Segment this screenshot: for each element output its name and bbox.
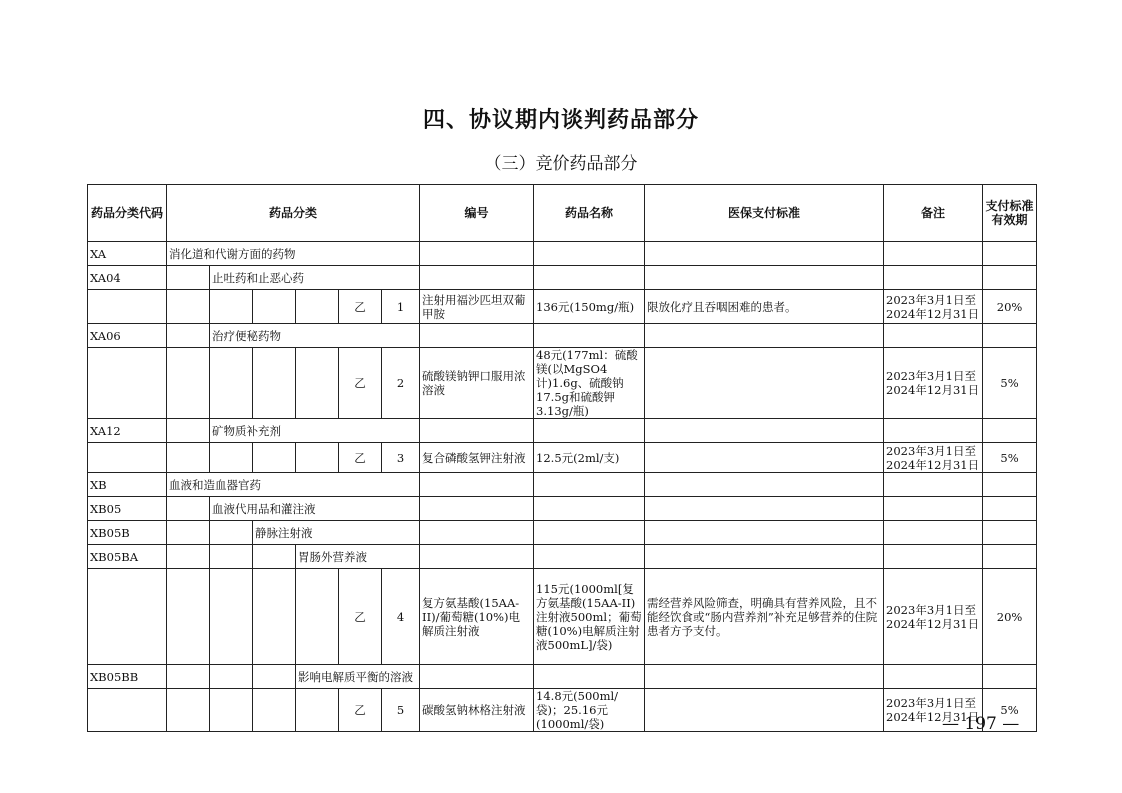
drug-type: 乙 — [339, 689, 382, 732]
drug-validity: 2023年3月1日至2024年12月31日 — [884, 348, 983, 419]
category-code: XB05BA — [88, 545, 167, 569]
drug-remark: 需经营养风险筛查，明确具有营养风险，且不能经饮食或“肠内营养剂”补充足够营养的住院患者方予支付。 — [645, 569, 884, 665]
drug-number: 4 — [382, 569, 420, 665]
category-row — [88, 266, 1037, 290]
drug-row — [88, 689, 1037, 732]
drug-name: 硫酸镁钠钾口服用浓溶液 — [420, 348, 534, 419]
column-header: 医保支付标准 — [645, 185, 884, 242]
column-header: 备注 — [884, 185, 983, 242]
category-name: 影响电解质平衡的溶液 — [296, 665, 420, 689]
drug-type: 乙 — [339, 443, 382, 473]
drug-ratio: 20% — [983, 569, 1037, 665]
category-name: 治疗便秘药物 — [210, 324, 420, 348]
drug-remark — [645, 689, 884, 732]
drug-number: 1 — [382, 290, 420, 324]
drug-validity: 2023年3月1日至2024年12月31日 — [884, 569, 983, 665]
category-row — [88, 665, 1037, 689]
drug-number: 3 — [382, 443, 420, 473]
category-name: 静脉注射液 — [253, 521, 420, 545]
category-name: 胃肠外营养液 — [296, 545, 420, 569]
drug-name: 碳酸氢钠林格注射液 — [420, 689, 534, 732]
category-name: 止吐药和止恶心药 — [210, 266, 420, 290]
drug-price: 12.5元(2ml/支) — [534, 443, 645, 473]
section-subtitle: （三）竞价药品部分 — [484, 154, 638, 174]
drug-ratio: 5% — [983, 443, 1037, 473]
drug-validity: 2023年3月1日至2024年12月31日 — [884, 689, 983, 732]
drug-type: 乙 — [339, 290, 382, 324]
category-code: XA04 — [88, 266, 167, 290]
drug-ratio: 5% — [983, 348, 1037, 419]
category-row — [88, 419, 1037, 443]
drug-price: 136元(150mg/瓶) — [534, 290, 645, 324]
table-header-row — [88, 185, 1037, 242]
drug-row — [88, 348, 1037, 419]
drug-validity: 2023年3月1日至2024年12月31日 — [884, 290, 983, 324]
category-name: 血液和造血器官药 — [167, 473, 420, 497]
category-row — [88, 473, 1037, 497]
drug-table — [87, 184, 1037, 732]
category-row — [88, 521, 1037, 545]
drug-row — [88, 290, 1037, 324]
category-row — [88, 324, 1037, 348]
category-row — [88, 497, 1037, 521]
drug-validity: 2023年3月1日至2024年12月31日 — [884, 443, 983, 473]
category-code: XA06 — [88, 324, 167, 348]
drug-remark — [645, 348, 884, 419]
drug-name: 复合磷酸氢钾注射液 — [420, 443, 534, 473]
page-title: 四、协议期内谈判药品部分 — [422, 108, 699, 133]
drug-type: 乙 — [339, 348, 382, 419]
category-row — [88, 242, 1037, 266]
drug-row — [88, 443, 1037, 473]
drug-price: 48元(177ml：硫酸镁(以MgSO4计)1.6g、硫酸钠17.5g和硫酸钾3.13g/瓶) — [534, 348, 645, 419]
category-name: 血液代用品和灌注液 — [210, 497, 420, 521]
drug-price: 14.8元(500ml/袋)；25.16元(1000ml/袋) — [534, 689, 645, 732]
category-code: XB — [88, 473, 167, 497]
column-header: 药品名称 — [534, 185, 645, 242]
drug-ratio: 20% — [983, 290, 1037, 324]
drug-name: 复方氨基酸(15AA-II)/葡萄糖(10%)电解质注射液 — [420, 569, 534, 665]
category-code: XB05B — [88, 521, 167, 545]
drug-price: 115元(1000ml[复方氨基酸(15AA-II)注射液500ml；葡萄糖(10%)电解质注射液500mL]/袋) — [534, 569, 645, 665]
category-name: 消化道和代谢方面的药物 — [167, 242, 420, 266]
column-header: 药品分类代码 — [88, 185, 167, 242]
page-number: — 197 — — [942, 714, 1020, 734]
category-code: XB05BB — [88, 665, 167, 689]
drug-remark — [645, 443, 884, 473]
category-code: XB05 — [88, 497, 167, 521]
drug-row — [88, 569, 1037, 665]
drug-number: 2 — [382, 348, 420, 419]
drug-number: 5 — [382, 689, 420, 732]
category-code: XA12 — [88, 419, 167, 443]
column-header: 编号 — [420, 185, 534, 242]
drug-remark: 限放化疗且吞咽困难的患者。 — [645, 290, 884, 324]
column-header: 药品分类 — [167, 185, 420, 242]
category-name: 矿物质补充剂 — [210, 419, 420, 443]
drug-ratio: 5% — [983, 689, 1037, 732]
drug-name: 注射用福沙匹坦双葡甲胺 — [420, 290, 534, 324]
category-row — [88, 545, 1037, 569]
drug-type: 乙 — [339, 569, 382, 665]
column-header: 支付标准有效期 — [983, 185, 1037, 242]
category-code: XA — [88, 242, 167, 266]
